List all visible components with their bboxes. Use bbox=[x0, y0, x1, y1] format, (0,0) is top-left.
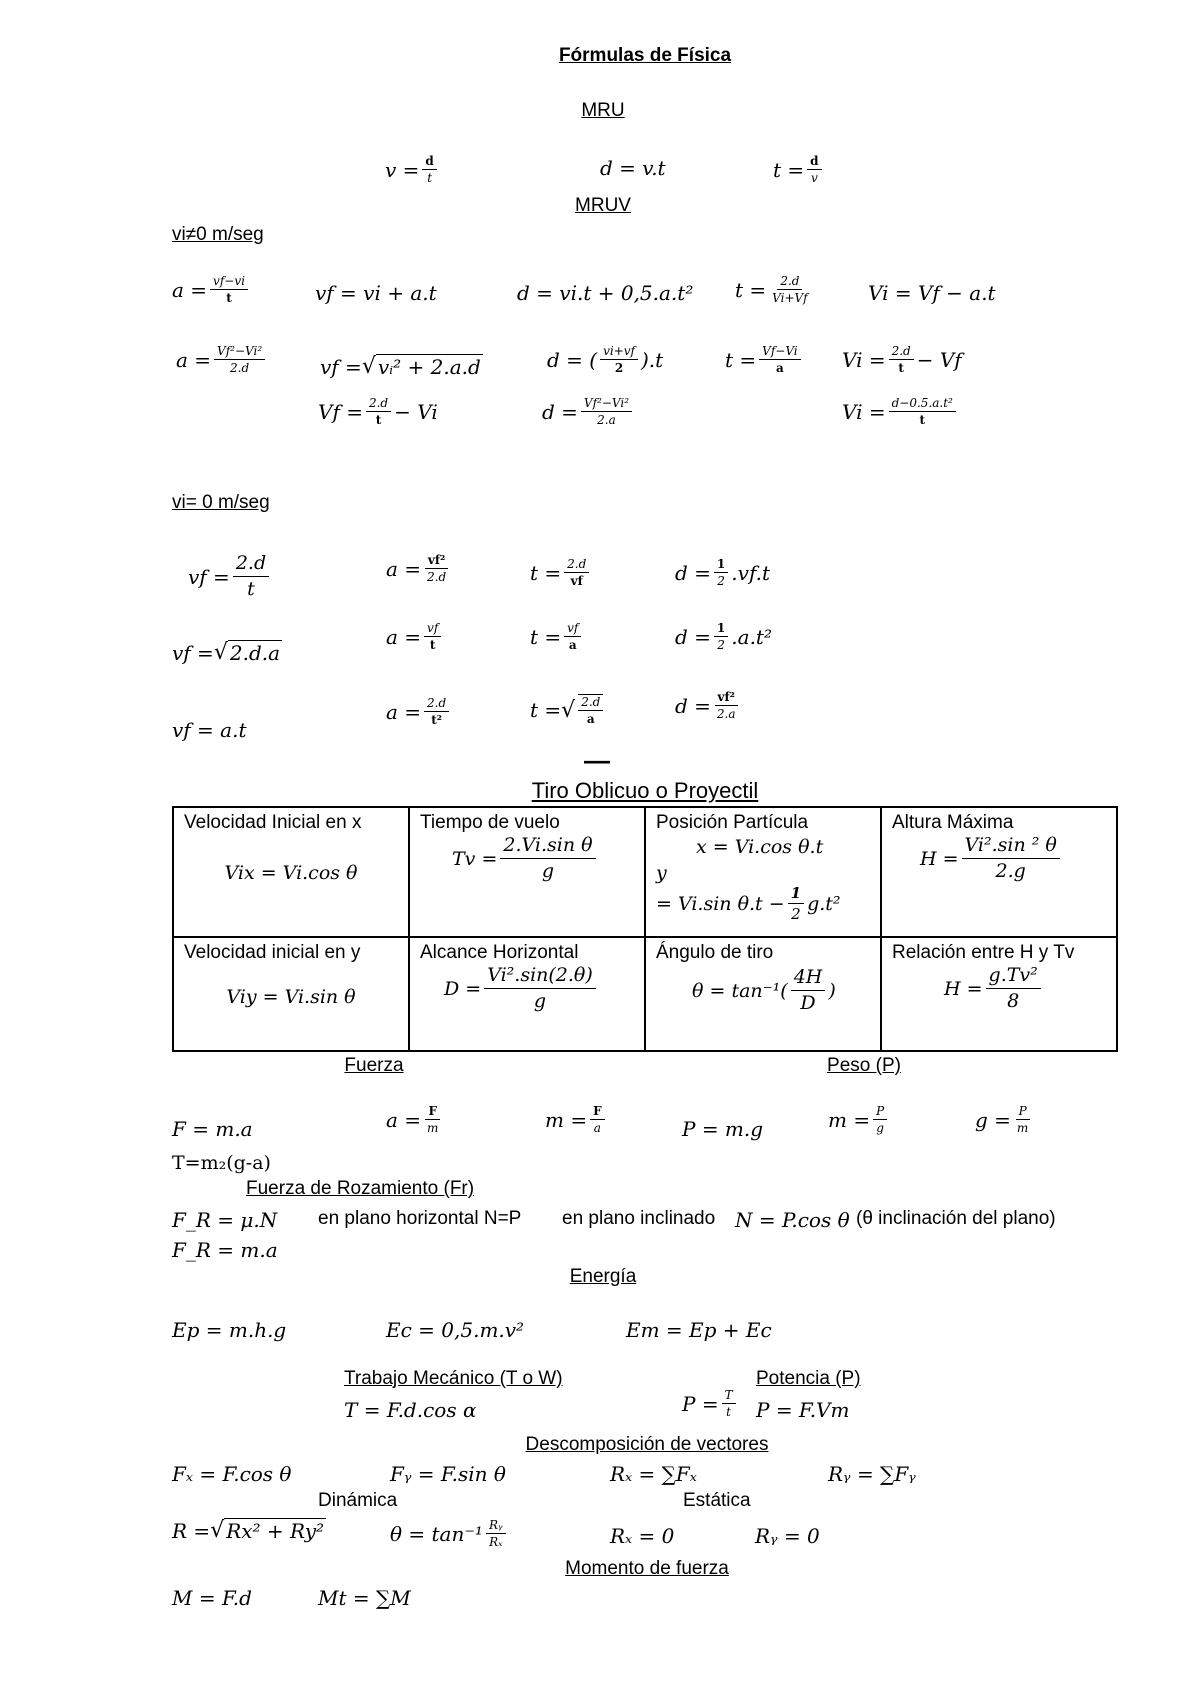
rozamiento-inclinado-text: en plano inclinado bbox=[562, 1208, 716, 1229]
vi0-a-formula-2: a = $\frac{vf}{t}$ bbox=[386, 621, 444, 652]
mruv-heading: MRUV bbox=[575, 195, 631, 216]
vectores-heading: Descomposición de vectores bbox=[525, 1434, 769, 1455]
cell-title: Ángulo de tiro bbox=[656, 942, 774, 963]
table-cell-viy bbox=[173, 937, 409, 1051]
mruv-vf-formula-2: vf = √ vᵢ² + 2.a.d bbox=[320, 354, 481, 379]
mruv-vf-formula-3: Vf = $\frac{2.d}{t}$ − Vi bbox=[318, 396, 438, 427]
cell-formula: θ = tan⁻¹( $\frac{4H}{D}$ ) bbox=[692, 966, 836, 1014]
mru-heading: MRU bbox=[581, 100, 625, 121]
energia-heading: Energía bbox=[569, 1266, 637, 1287]
cell-formula: D = $\frac{\text{Vi².sin(2.θ)}}{g}$ bbox=[444, 964, 599, 1013]
mruv-t-formula-2: t = $\frac{Vf-Vi}{a}$ bbox=[725, 344, 804, 375]
peso-p-formula: P = m.g bbox=[682, 1117, 764, 1141]
energia-ep-formula: Ep = m.h.g bbox=[172, 1318, 287, 1342]
vectores-theta-formula: θ = tan⁻¹ $\frac{\text{Rᵧ}}{\text{Rₓ}}$ bbox=[390, 1518, 509, 1549]
cell-title: Tiempo de vuelo bbox=[420, 812, 560, 833]
vectores-fx-formula: Fₓ = F.cos θ bbox=[172, 1462, 292, 1486]
vi0-d-formula-1: d = $\frac{1}{2}$ .vf.t bbox=[675, 557, 771, 588]
dinamica-label: Dinámica bbox=[318, 1490, 398, 1511]
separator-dash: — bbox=[584, 745, 610, 775]
cell-title: Velocidad inicial en y bbox=[184, 942, 361, 963]
fuerza-heading: Fuerza bbox=[344, 1055, 404, 1076]
table-cell-tv bbox=[409, 807, 645, 937]
mruv-d-formula-2: d = ( $\frac{vi+vf}{2}$ ).t bbox=[547, 344, 664, 375]
vi0-vf-formula-2: vf = √ 2.d.a bbox=[172, 640, 281, 665]
cell-title: Altura Máxima bbox=[892, 812, 1014, 833]
trabajo-heading: Trabajo Mecánico (T o W) bbox=[344, 1368, 563, 1389]
mruv-vi-formula-1: Vi = Vf − a.t bbox=[868, 281, 996, 305]
mruv-a-formula-2: a = $\frac{\text{Vf²−Vi²}}{2.d}$ bbox=[176, 344, 268, 375]
vectores-r-formula: R = √ Rx² + Ry² bbox=[172, 1518, 325, 1543]
table-cell-relacion bbox=[881, 937, 1117, 1051]
peso-heading: Peso (P) bbox=[827, 1055, 901, 1076]
energia-em-formula: Em = Ep + Ec bbox=[626, 1318, 772, 1342]
potencia-p2-formula: P = F.Vm bbox=[756, 1398, 850, 1422]
fuerza-a-formula: a = $\frac{F}{m}$ bbox=[386, 1104, 439, 1135]
vectores-ry0-formula: Rᵧ = 0 bbox=[755, 1524, 820, 1548]
table-cell-alcance bbox=[409, 937, 645, 1051]
table-cell-altura bbox=[881, 807, 1117, 937]
potencia-p-formula: P = $\frac{T}{t}$ bbox=[682, 1388, 739, 1419]
table-cell-angulo bbox=[645, 937, 881, 1051]
potencia-heading: Potencia (P) bbox=[756, 1368, 861, 1389]
cell-title: Velocidad Inicial en x bbox=[184, 812, 362, 833]
cell-formula: H = $\frac{\text{g.Tv²}}{8}$ bbox=[944, 964, 1044, 1013]
fuerza-m-formula: m = $\frac{F}{a}$ bbox=[545, 1104, 608, 1135]
peso-m-formula: m = $\frac{P}{g}$ bbox=[828, 1104, 890, 1135]
vi0-t-formula-1: t = $\frac{2.d}{vf}$ bbox=[530, 557, 592, 588]
mruv-vf-formula-1: vf = vi + a.t bbox=[315, 281, 437, 305]
tiro-oblicuo-table bbox=[172, 806, 1118, 1052]
rozamiento-heading: Fuerza de Rozamiento (Fr) bbox=[246, 1178, 475, 1199]
cell-formula-y: y bbox=[656, 862, 667, 884]
cell-formula: Tv = $\frac{\text{2.Vi.sin θ}}{g}$ bbox=[452, 834, 599, 883]
cell-title: Relación entre H y Tv bbox=[892, 942, 1075, 963]
mruv-subheading: vi≠0 m/seg bbox=[172, 224, 264, 245]
momento-heading: Momento de fuerza bbox=[565, 1558, 729, 1579]
page-title: Fórmulas de Física bbox=[558, 45, 732, 66]
mru-v-formula: v = $\frac{d}{t}$ bbox=[385, 154, 440, 185]
table-cell-posicion bbox=[645, 807, 881, 937]
vectores-ry-formula: Rᵧ = ∑Fᵧ bbox=[828, 1462, 916, 1486]
mruv-d-formula-1: d = vi.t + 0,5.a.t² bbox=[517, 281, 694, 305]
vi0-t-formula-2: t = $\frac{vf}{a}$ bbox=[530, 621, 584, 652]
rozamiento-fr-formula: F_R = m.a bbox=[172, 1238, 278, 1262]
energia-ec-formula: Ec = 0,5.m.v² bbox=[386, 1318, 525, 1342]
vi0-d-formula-3: d = $\frac{\text{vf²}}{2.a}$ bbox=[675, 690, 742, 721]
momento-m-formula: M = F.d bbox=[172, 1586, 252, 1610]
estatica-label: Estática bbox=[683, 1490, 751, 1511]
mruv-vi-formula-3: Vi = $\frac{\text{d−0.5.a.t²}}{t}$ bbox=[842, 396, 959, 427]
mruv-d-formula-3: d = $\frac{\text{Vf²−Vi²}}{2.a}$ bbox=[542, 396, 635, 427]
table-row bbox=[173, 937, 1117, 1051]
mruv-a-formula-1: a = $\frac{vf-vi}{t}$ bbox=[172, 274, 251, 305]
vi0-d-formula-2: d = $\frac{1}{2}$ .a.t² bbox=[675, 621, 772, 652]
fuerza-f-formula: F = m.a bbox=[172, 1117, 253, 1141]
cell-formula: Vix = Vi.cos θ bbox=[224, 862, 358, 884]
momento-mt-formula: Mt = ∑M bbox=[318, 1586, 411, 1610]
vectores-fy-formula: Fᵧ = F.sin θ bbox=[390, 1462, 506, 1486]
mru-d-formula: d = v.t bbox=[600, 156, 666, 180]
cell-formula: H = $\frac{\text{Vi².sin ² θ}}{2.g}$ bbox=[920, 834, 1063, 883]
rozamiento-n-formula: N = P.cos θ bbox=[735, 1208, 850, 1232]
rozamiento-f-formula: F_R = μ.N bbox=[172, 1208, 278, 1232]
vi0-a-formula-1: a = $\frac{\text{vf²}}{2.d}$ bbox=[386, 553, 452, 584]
tiro-heading: Tiro Oblicuo o Proyectil bbox=[531, 778, 759, 803]
vectores-rx-formula: Rₓ = ∑Fₓ bbox=[610, 1462, 697, 1486]
table-row bbox=[173, 807, 1117, 937]
cell-title: Alcance Horizontal bbox=[420, 942, 579, 963]
rozamiento-horizontal-text: en plano horizontal N=P bbox=[318, 1208, 522, 1229]
vi0-t-formula-3: t = √ $\frac{2.d}{a}$ bbox=[530, 694, 606, 726]
vi0-vf-formula-3: vf = a.t bbox=[172, 718, 247, 742]
mruv-vi-formula-2: Vi = $\frac{2.d}{t}$ − Vf bbox=[842, 344, 962, 375]
rozamiento-nota-text: (θ inclinación del plano) bbox=[856, 1208, 1056, 1229]
cell-title: Posición Partícula bbox=[656, 812, 809, 833]
vi0-vf-formula-1: vf = $\frac{2.d}{t}$ bbox=[188, 552, 272, 601]
mruv-t-formula-1: t = $\frac{2.d}{Vi+Vf}$ bbox=[735, 274, 808, 305]
vi0-subheading: vi= 0 m/seg bbox=[172, 492, 270, 513]
cell-formula-x: x = Vi.cos θ.t bbox=[696, 836, 824, 858]
vectores-rx0-formula: Rₓ = 0 bbox=[610, 1524, 675, 1548]
vi0-a-formula-3: a = $\frac{2.d}{\text{t²}}$ bbox=[386, 696, 452, 727]
mru-t-formula: t = $\frac{d}{v}$ bbox=[773, 154, 825, 185]
tension-formula: T=m₂(g-a) bbox=[172, 1152, 271, 1174]
peso-g-formula: g = $\frac{P}{m}$ bbox=[975, 1104, 1029, 1135]
trabajo-formula: T = F.d.cos α bbox=[344, 1398, 477, 1422]
table-cell-vix bbox=[173, 807, 409, 937]
cell-formula-y2: = Vi.sin θ.t − $\frac{1}{2}$ g.t² bbox=[656, 884, 841, 923]
cell-formula: Viy = Vi.sin θ bbox=[226, 986, 356, 1008]
